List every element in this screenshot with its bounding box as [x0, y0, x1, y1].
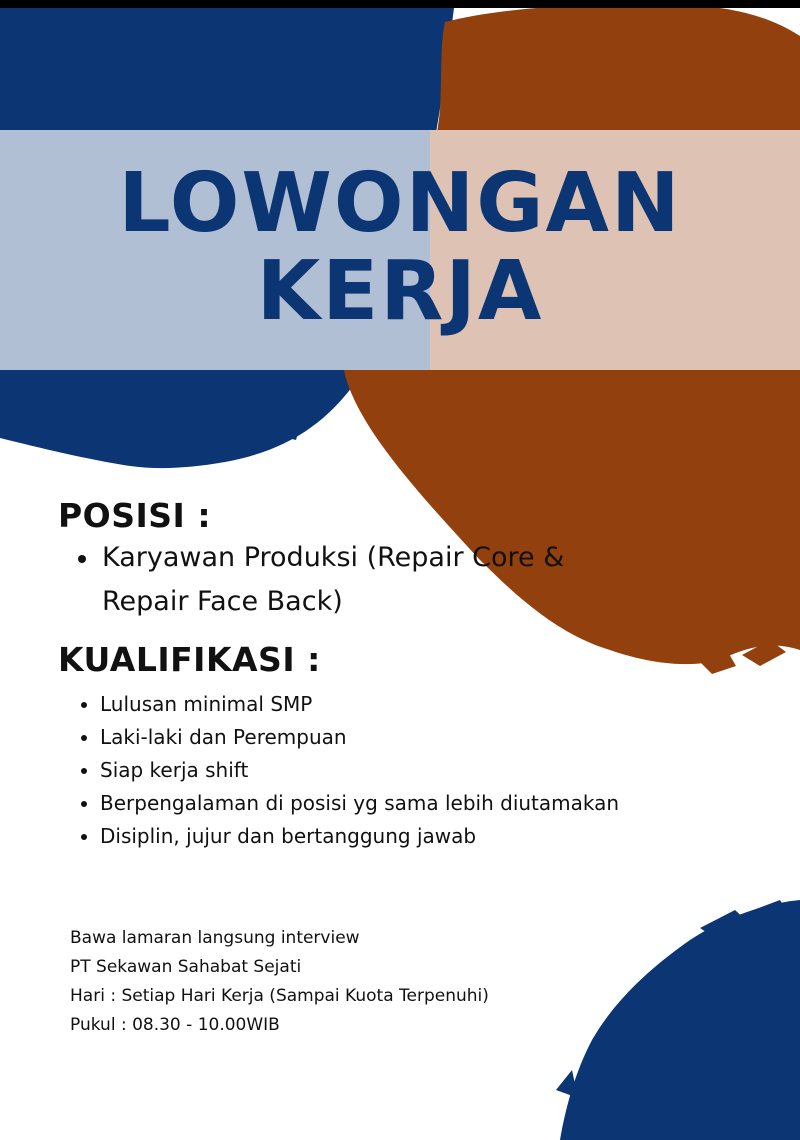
info-company-line: PT Sekawan Sahabat Sejati [70, 957, 302, 977]
kualifikasi-item-shift: Siap kerja shift [78, 754, 758, 787]
posisi-heading: POSISI : [58, 496, 212, 535]
kualifikasi-item-experience: Berpengalaman di posisi yg sama lebih diutamakan [78, 787, 758, 820]
info-day-line: Hari : Setiap Hari Kerja (Sampai Kuota Terpenuhi) [70, 986, 489, 1006]
navy-brush-blob-bottom [560, 900, 800, 1140]
kualifikasi-item-gender: Laki-laki dan Perempuan [78, 721, 758, 754]
info-time-line: Pukul : 08.30 - 10.00WIB [70, 1015, 280, 1035]
info-interview-line: Bawa lamaran langsung interview [70, 928, 360, 948]
title-line-2: KERJA [256, 244, 544, 339]
kualifikasi-item-education: Lulusan minimal SMP [78, 688, 758, 721]
kualifikasi-item-discipline: Disiplin, jujur dan bertanggung jawab [78, 820, 758, 853]
posisi-item-line-1: Karyawan Produksi (Repair Core & [102, 542, 565, 573]
kualifikasi-list [78, 688, 758, 853]
title-line-1: LOWONGAN [118, 156, 682, 251]
kualifikasi-heading: KUALIFIKASI : [58, 640, 321, 679]
posisi-list [74, 536, 714, 624]
poster-title [0, 156, 800, 339]
posisi-item-line-2: Repair Face Back) [102, 586, 343, 617]
posisi-item [74, 536, 714, 624]
top-edge-bar [0, 0, 800, 8]
application-info [70, 924, 489, 1040]
